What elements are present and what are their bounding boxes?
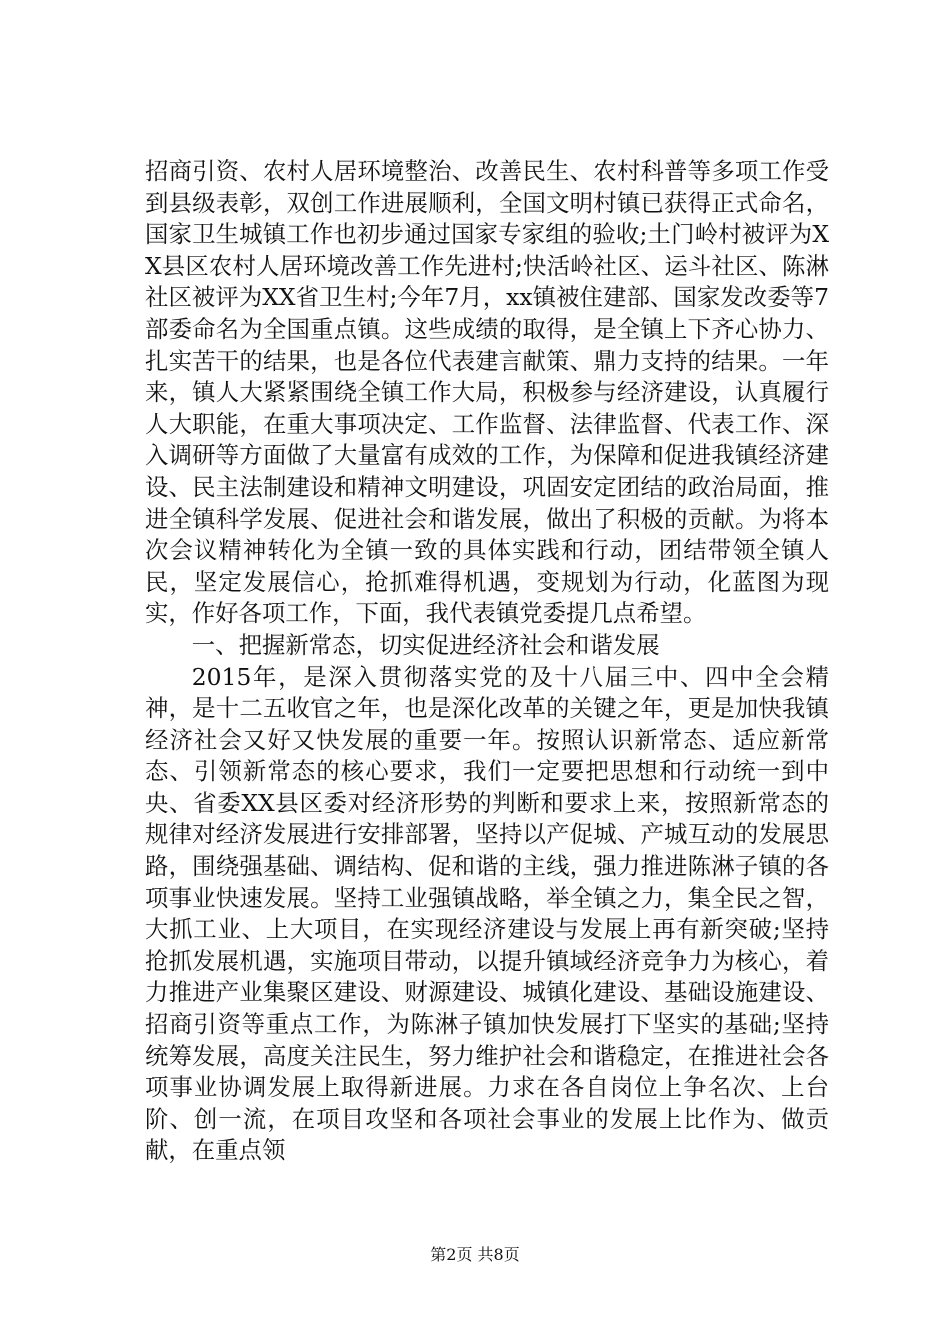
body-paragraph-1: 招商引资、农村人居环境整治、改善民生、农村科普等多项工作受到县级表彰，双创工作进展顺利，全国文明村镇已获得正式命名，国家卫生城镇工作也初步通过国家专家组的验收;土门岭村被评为XX县区农村人居环境改善工作先进村;快活岭社区、运斗社区、陈淋社区被评为XX省卫生村;今年7月，xx镇被住建部、国家发改委等7部委命名为全国重点镇。这些成绩的取得，是全镇上下齐心协力、扎实苦干的结果，也是各位代表建言献策、鼎力支持的结果。一年来，镇人大紧紧围绕全镇工作大局，积极参与经济建设，认真履行人大职能，在重大事项决定、工作监督、法律监督、代表工作、深入调研等方面做了大量富有成效的工作，为保障和促进我镇经济建设、民主法制建设和精神文明建设，巩固安定团结的政治局面，推进全镇科学发展、促进社会和谐发展，做出了积极的贡献。为将本次会议精神转化为全镇一致的具体实践和行动，团结带领全镇人民，坚定发展信心，抢抓难得机遇，变规划为行动，化蓝图为现实，作好各项工作，下面，我代表镇党委提几点希望。	[145, 157, 829, 628]
section-heading-1: 一、把握新常态，切实促进经济社会和谐发展	[191, 630, 660, 659]
document-body	[145, 156, 829, 1167]
body-paragraph-2: 2015年，是深入贯彻落实党的及十八届三中、四中全会精神，是十二五收官之年，也是深化改革的关键之年，更是加快我镇经济社会又好又快发展的重要一年。按照认识新常态、适应新常态、引领新常态的核心要求，我们一定要把思想和行动统一到中央、省委XX县区委对经济形势的判断和要求上来，按照新常态的规律对经济发展进行安排部署，坚持以产促城、产城互动的发展思路，围绕强基础、调结构、促和谐的主线，强力推进陈淋子镇的各项事业快速发展。坚持工业强镇战略，举全镇之力，集全民之智，大抓工业、上大项目，在实现经济建设与发展上再有新突破;坚持抢抓发展机遇，实施项目带动，以提升镇域经济竞争力为核心，着力推进产业集聚区建设、财源建设、城镇化建设、基础设施建设、招商引资等重点工作，为陈淋子镇加快发展打下坚实的基础;坚持统筹发展，高度关注民生，努力维护社会和谐稳定，在推进社会各项事业协调发展上取得新进展。力求在各自岗位上争名次、上台阶、创一流，在项目攻坚和各项社会事业的发展上比作为、做贡献，在重点领	[145, 662, 829, 1165]
page-number-footer: 第2页 共8页	[430, 1245, 520, 1264]
